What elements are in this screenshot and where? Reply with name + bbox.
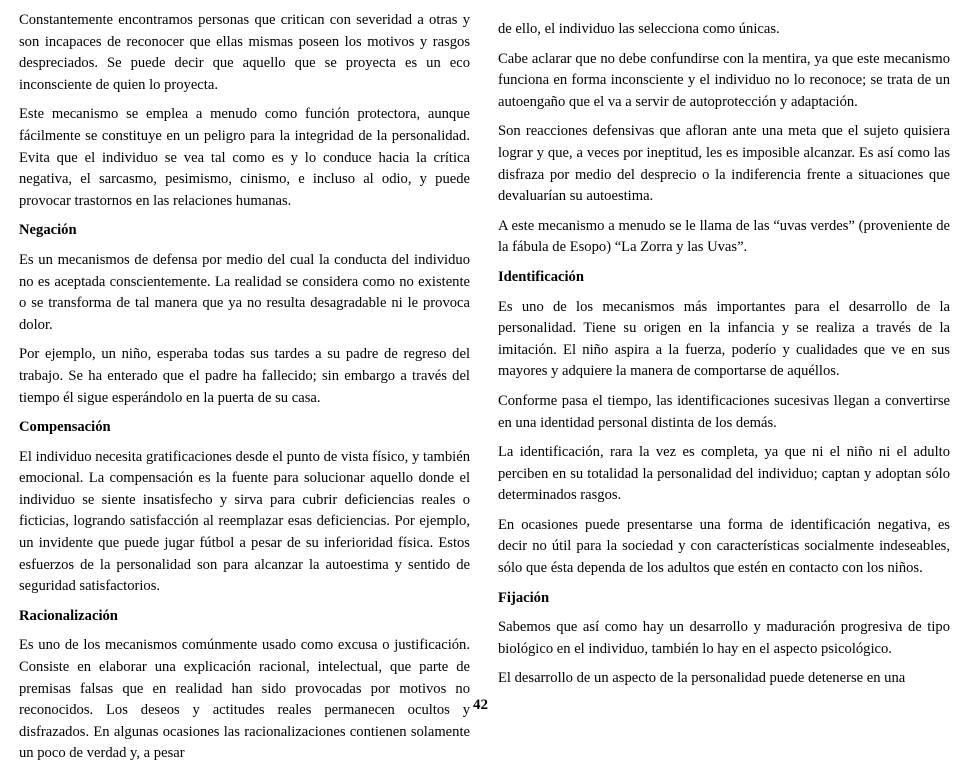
- paragraph: Por ejemplo, un niño, esperaba todas sus tardes a su padre de regreso del trabajo. Se ha enterado que el padre ha fallecido; sin embargo a través del tiempo él sigue esperándolo en la puerta de su casa.: [19, 346, 470, 406]
- section-heading-racionalizacion: Racionalización: [19, 607, 118, 624]
- paragraph: Cabe aclarar que no debe confundirse con la mentira, ya que este mecanismo funciona en forma inconsciente y el individuo no lo reconoce; se trata de un autoengaño que el va a servir de autoprotección y adaptación.: [498, 50, 950, 110]
- paragraph: Es un mecanismos de defensa por medio del cual la conducta del individuo no es aceptada conscientemente. La realidad se considera como no existente o se transforma de tal manera que ya no resulta desagradable ni le provoca dolor.: [19, 251, 470, 333]
- paragraph: El desarrollo de un aspecto de la personalidad puede detenerse en una: [498, 670, 906, 687]
- paragraph: A este mecanismo a menudo se le llama de las “uvas verdes” (proveniente de la fábula de Esopo) “La Zorra y las Uvas”.: [498, 217, 950, 256]
- paragraph: En ocasiones puede presentarse una forma de identificación negativa, es decir no útil para la sociedad y con características socialmente indeseables, sólo que ésta dependa de los adultos que estén en contacto con los niños.: [498, 516, 950, 577]
- paragraph: Es uno de los mecanismos más importantes para el desarrollo de la personalidad. Tiene su origen en la infancia y se realiza a través de la imitación. El niño aspira a la fuerza, poderío y cualidades que ve en sus mayores y adquiere la manera de comportarse de aquéllos.: [498, 298, 950, 380]
- paragraph: El individuo necesita gratificaciones desde el punto de vista físico, y también emocional. La compensación es la fuente para solucionar aquello donde el individuo se siente insatisfecho y sirva para cubrir deficiencias reales o ficticias, logrando satisfacción al reemplazar esas deficiencias. Por ejemplo, un invidente que puede jugar fútbol a pesar de su inferioridad física. Estos esfuerzos de la personalidad son para alcanzar la autoestima y sentido de seguridad satisfactorios.: [19, 448, 470, 595]
- paragraph: Sabemos que así como hay un desarrollo y maduración progresiva de tipo biológico en el individuo, también lo hay en el aspecto psicológico.: [498, 619, 950, 657]
- section-heading-identificacion: Identificación: [498, 268, 584, 285]
- section-heading-compensacion: Compensación: [19, 419, 111, 436]
- section-heading-negacion: Negación: [19, 222, 77, 239]
- page-number: 42: [473, 697, 488, 713]
- section-heading-fijacion: Fijación: [498, 589, 550, 606]
- paragraph: de ello, el individuo las selecciona como únicas.: [498, 21, 780, 37]
- paragraph: Constantemente encontramos personas que critican con severidad a otras y son incapaces de reconocer que ellas mismas poseen los motivos y rasgos despreciados. Se puede decir que aquello que se proyecta es un eco inconsciente de quien lo proyecta.: [19, 12, 470, 93]
- right-column: [498, 19, 950, 698]
- paragraph: Conforme pasa el tiempo, las identificaciones sucesivas llegan a convertirse en una identidad personal distinta de los demás.: [498, 392, 950, 431]
- left-column: [19, 10, 470, 773]
- paragraph: Son reacciones defensivas que afloran ante una meta que el sujeto quisiera lograr y que, a veces por ineptitud, les es imposible alcanzar. Es así como las disfraza por medio del desprecio o la indiferencia frente a situaciones que devaluarían su autoestima.: [498, 123, 950, 205]
- paragraph: Es uno de los mecanismos comúnmente usado como excusa o justificación. Consiste en elaborar una explicación racional, intelectual, que parte de premisas falsas que en realidad han sido provocadas por motivos no reconocidos. Los deseos y actitudes reales permanecen ocultos y disfrazados. En algunas ocasiones las racionalizaciones contienen solamente un poco de verdad y, a pesar: [19, 637, 470, 762]
- paragraph: La identificación, rara la vez es completa, ya que ni el niño ni el adulto perciben en su totalidad la personalidad del individuo; captan y adoptan sólo determinados rasgos.: [498, 444, 950, 504]
- paragraph: Este mecanismo se emplea a menudo como función protectora, aunque fácilmente se constituye en un peligro para la integridad de la personalidad. Evita que el individuo se vea tal como es y lo conduce hacia la crítica negativa, el sarcasmo, pesimismo, cinismo, e incluso al odio, y puede provocar trastornos en las relaciones humanas.: [19, 106, 470, 209]
